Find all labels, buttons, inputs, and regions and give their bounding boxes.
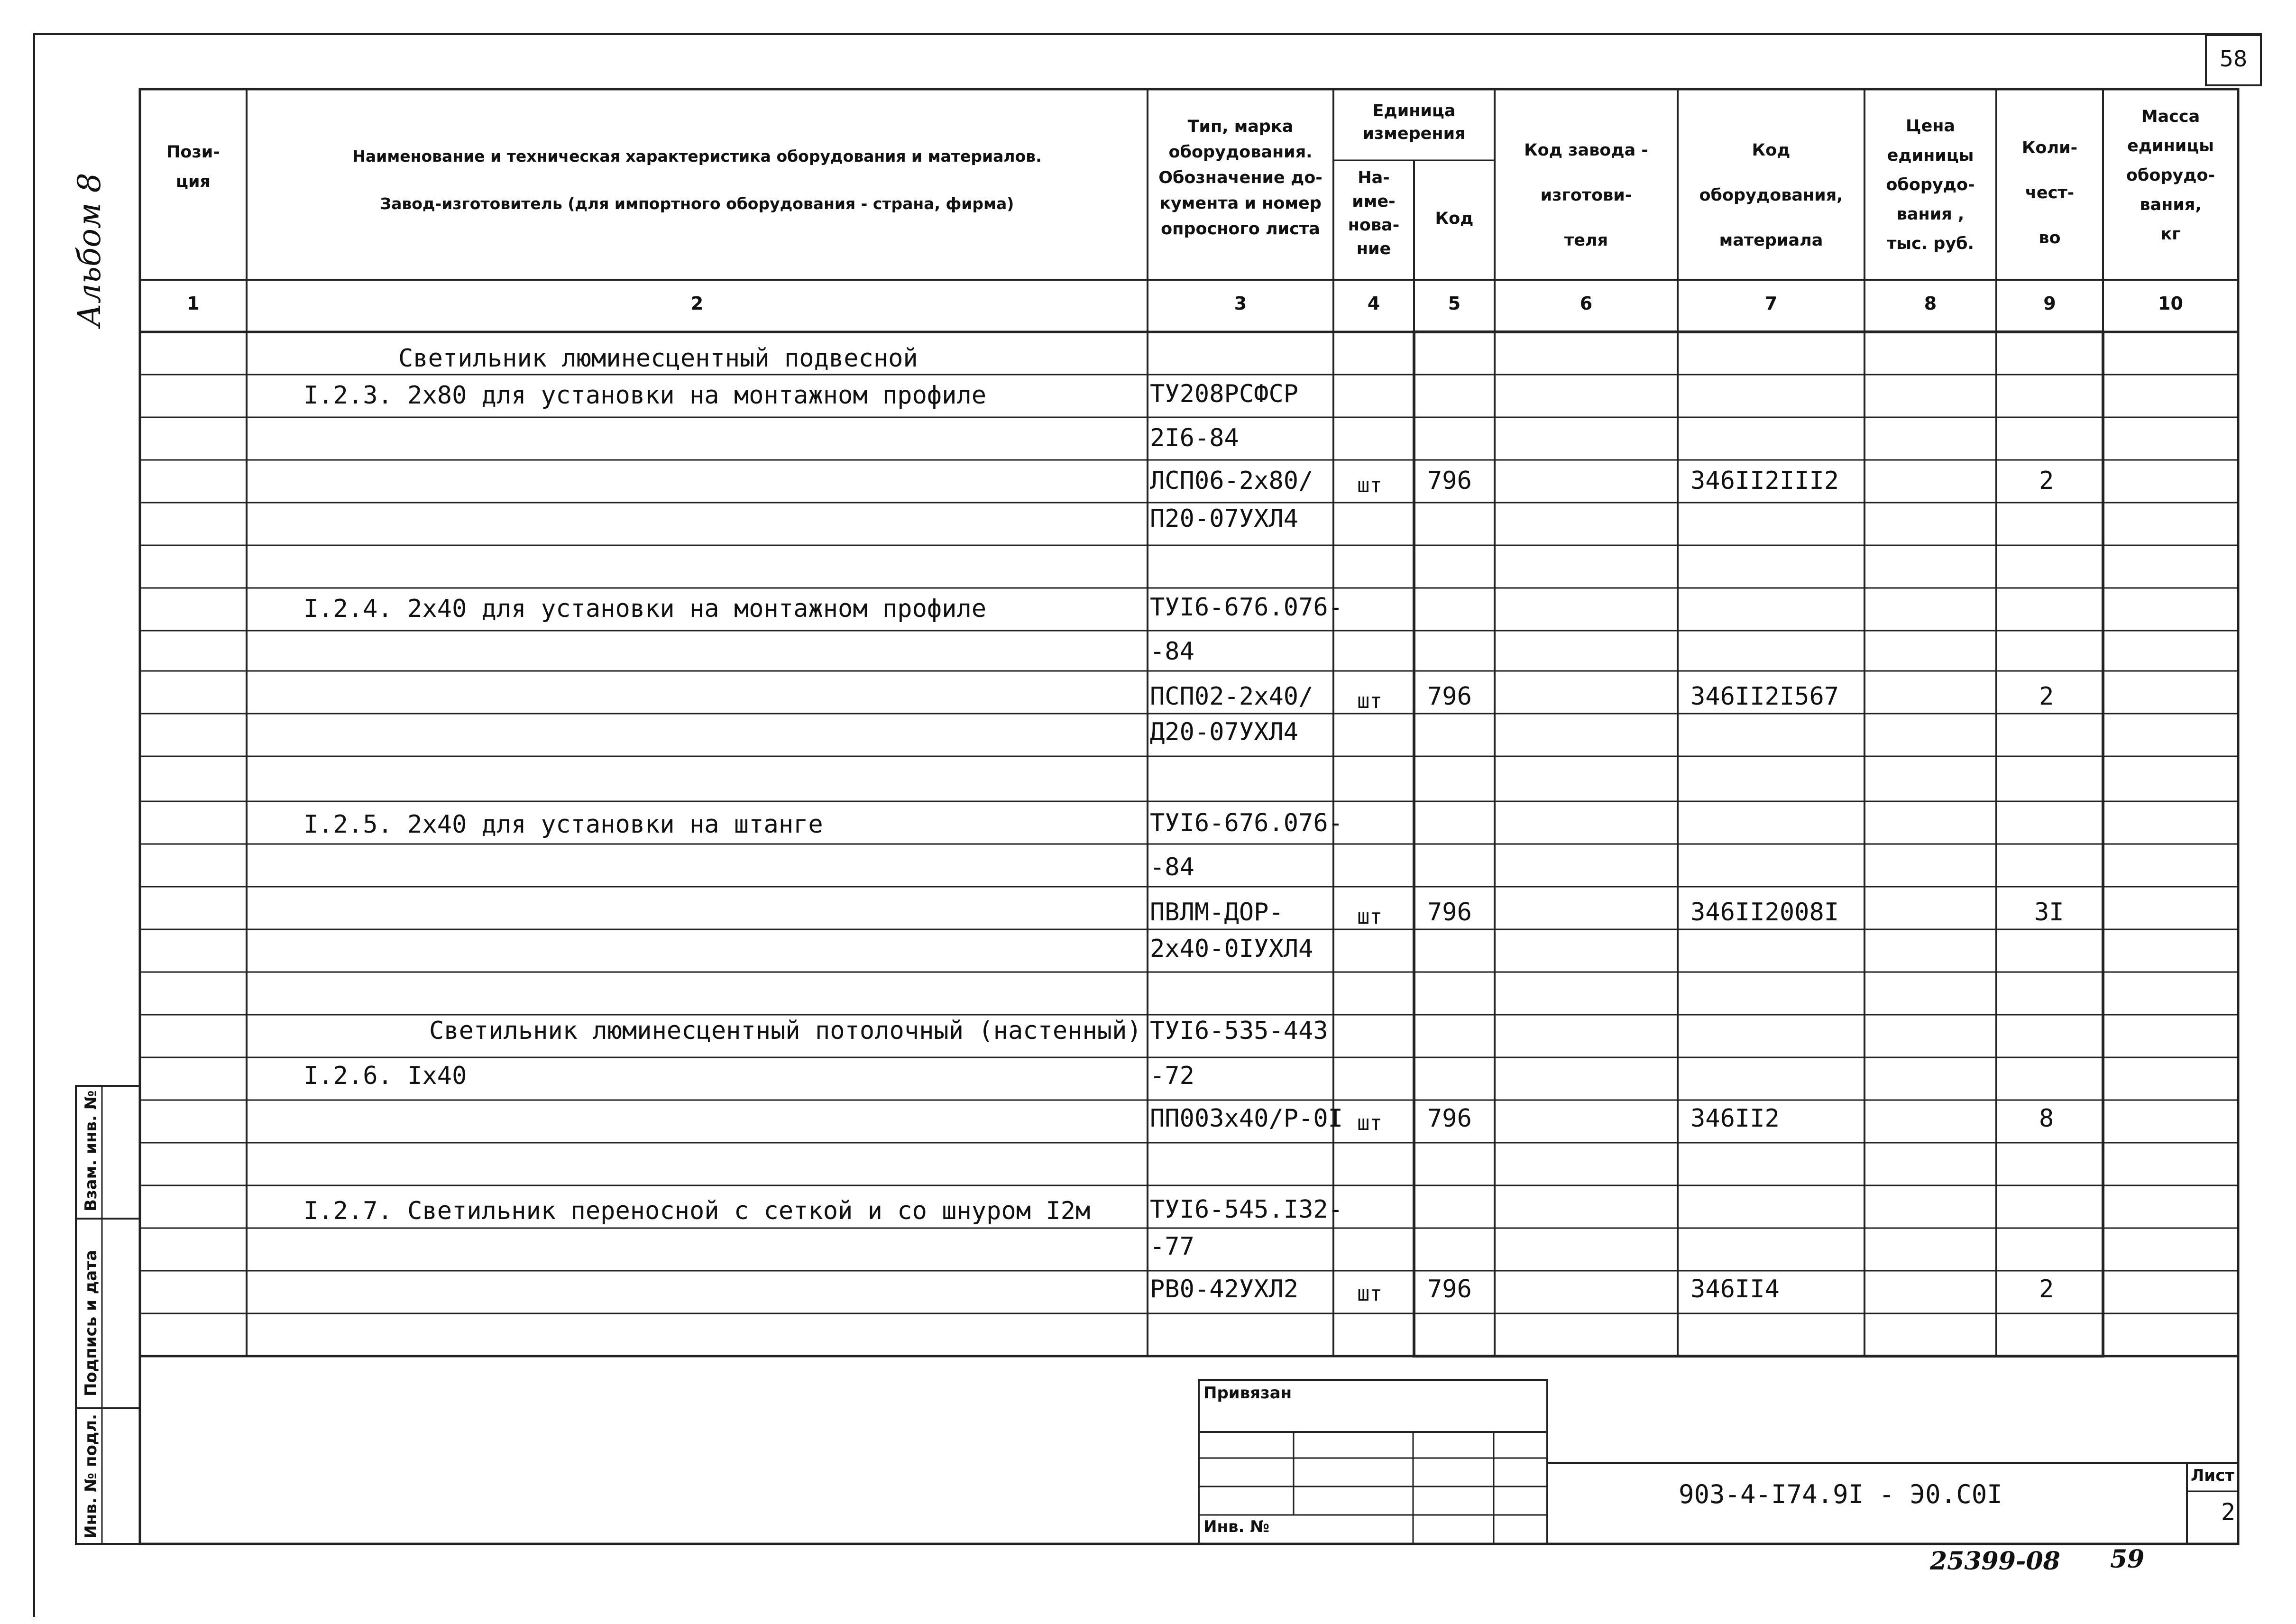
header-type: Тип, марка оборудования. Обозначение до- кумента и номер опросного листа — [1158, 117, 1322, 239]
privyazan-label: Привязан — [1203, 1384, 1292, 1403]
page-number: 58 — [2219, 46, 2248, 72]
equipment-code-cell: 346II4 — [1690, 1275, 1780, 1303]
item-name: I.2.4. 2x40 для установки на монтажном профиле — [303, 595, 987, 623]
header-price: Цена единицы оборудо- вания , тыс. руб. — [1886, 117, 1975, 253]
type-cell: РВ0-42УХЛ2 — [1150, 1275, 1299, 1303]
type-cell: ТУ208РСФСР — [1150, 380, 1299, 408]
type-cell: ПП003x40/Р-0I — [1150, 1104, 1343, 1133]
equipment-code-cell: 346II2III2 — [1690, 467, 1839, 495]
archive-page: 59 — [2110, 1545, 2145, 1574]
column-number: 1 — [187, 293, 200, 314]
quantity-cell: 8 — [2039, 1104, 2054, 1133]
type-cell: П20-07УХЛ4 — [1150, 505, 1299, 533]
header-unit-name: На- име- нова- ние — [1348, 168, 1400, 258]
column-number: 2 — [690, 293, 704, 314]
unit-code-cell: 796 — [1427, 1275, 1472, 1303]
column-number: 8 — [1924, 293, 1937, 314]
header-position: Пози- ция — [166, 143, 220, 191]
quantity-cell: 2 — [2039, 467, 2054, 495]
column-number: 7 — [1764, 293, 1778, 314]
unit-code-cell: 796 — [1427, 898, 1472, 927]
type-cell: -84 — [1150, 853, 1194, 881]
column-number: 6 — [1580, 293, 1593, 314]
type-cell: 2x40-0IУХЛ4 — [1150, 935, 1313, 963]
stamp-signature-date: Подпись и дата — [82, 1250, 101, 1396]
document-code: 903-4-I74.9I - Э0.С0I — [1679, 1479, 2002, 1509]
type-cell: -77 — [1150, 1232, 1194, 1261]
stamp-inv-original: Инв. № подл. — [82, 1413, 101, 1539]
type-cell: 2I6-84 — [1150, 424, 1239, 452]
type-cell: ПВЛМ-ДОР- — [1150, 898, 1284, 927]
header-quantity: Коли- чест- во — [2021, 138, 2078, 248]
quantity-cell: 2 — [2039, 682, 2054, 711]
type-cell: Д20-07УХЛ4 — [1150, 718, 1299, 746]
unit-code-cell: 796 — [1427, 467, 1472, 495]
sheet-label: Лист — [2191, 1466, 2234, 1485]
type-cell: ТУI6-676.076- — [1150, 593, 1343, 622]
column-number: 5 — [1448, 293, 1461, 314]
inv-no-label: Инв. № — [1203, 1517, 1270, 1536]
header-unit-code: Код — [1435, 209, 1474, 228]
column-number: 10 — [2158, 293, 2183, 314]
group-title: Светильник люминесцентный потолочный (настенный) — [429, 1017, 1142, 1045]
type-cell: ЛСП06-2x80/ — [1150, 467, 1313, 495]
equipment-code-cell: 346II2I567 — [1690, 682, 1839, 711]
unit-cell: шт — [1357, 905, 1382, 929]
archive-number: 25399-08 — [1930, 1547, 2060, 1576]
stamp-vzam-inv: Взам. инв. № — [82, 1090, 101, 1211]
quantity-cell: 2 — [2039, 1275, 2054, 1303]
header-unit-group: Единица измерения — [1362, 101, 1466, 143]
quantity-cell: 3I — [2034, 898, 2064, 927]
header-factory-code: Код завода - изготови- теля — [1524, 141, 1648, 250]
column-number: 3 — [1234, 293, 1247, 314]
unit-cell: шт — [1357, 1282, 1382, 1306]
column-number: 4 — [1367, 293, 1380, 314]
unit-code-cell: 796 — [1427, 682, 1472, 711]
unit-cell: шт — [1357, 689, 1382, 713]
sheet-number: 2 — [2221, 1498, 2235, 1526]
type-cell: ТУI6-545.I32- — [1150, 1195, 1343, 1224]
unit-cell: шт — [1357, 1111, 1382, 1135]
equipment-code-cell: 346II2 — [1690, 1104, 1780, 1133]
group-title: Светильник люминесцентный подвесной — [398, 344, 918, 373]
unit-cell: шт — [1357, 473, 1382, 497]
type-cell: ТУI6-676.076- — [1150, 809, 1343, 837]
header-equipment-code: Код оборудования, материала — [1699, 141, 1843, 250]
item-name: I.2.5. 2x40 для установки на штанге — [303, 810, 823, 839]
item-name: I.2.3. 2x80 для установки на монтажном профиле — [303, 381, 987, 410]
album-label: Альбом 8 — [71, 173, 108, 327]
equipment-code-cell: 346II2008I — [1690, 898, 1839, 927]
item-name: I.2.7. Светильник переносной с сеткой и со шнуром I2м — [303, 1197, 1091, 1225]
type-cell: -72 — [1150, 1062, 1194, 1090]
type-cell: ТУI6-535-443 — [1150, 1017, 1328, 1045]
type-cell: -84 — [1150, 637, 1194, 666]
type-cell: ПСП02-2x40/ — [1150, 682, 1313, 711]
item-name: I.2.6. Ix40 — [303, 1062, 467, 1090]
header-mass: Масса единицы оборудо- вания, кг — [2126, 107, 2215, 244]
column-number: 9 — [2043, 293, 2056, 314]
unit-code-cell: 796 — [1427, 1104, 1472, 1133]
header-name: Наименование и техническая характеристика оборудования и материалов. Завод-изготовитель (для импортного оборудования - страна, фирма) — [352, 147, 1042, 213]
